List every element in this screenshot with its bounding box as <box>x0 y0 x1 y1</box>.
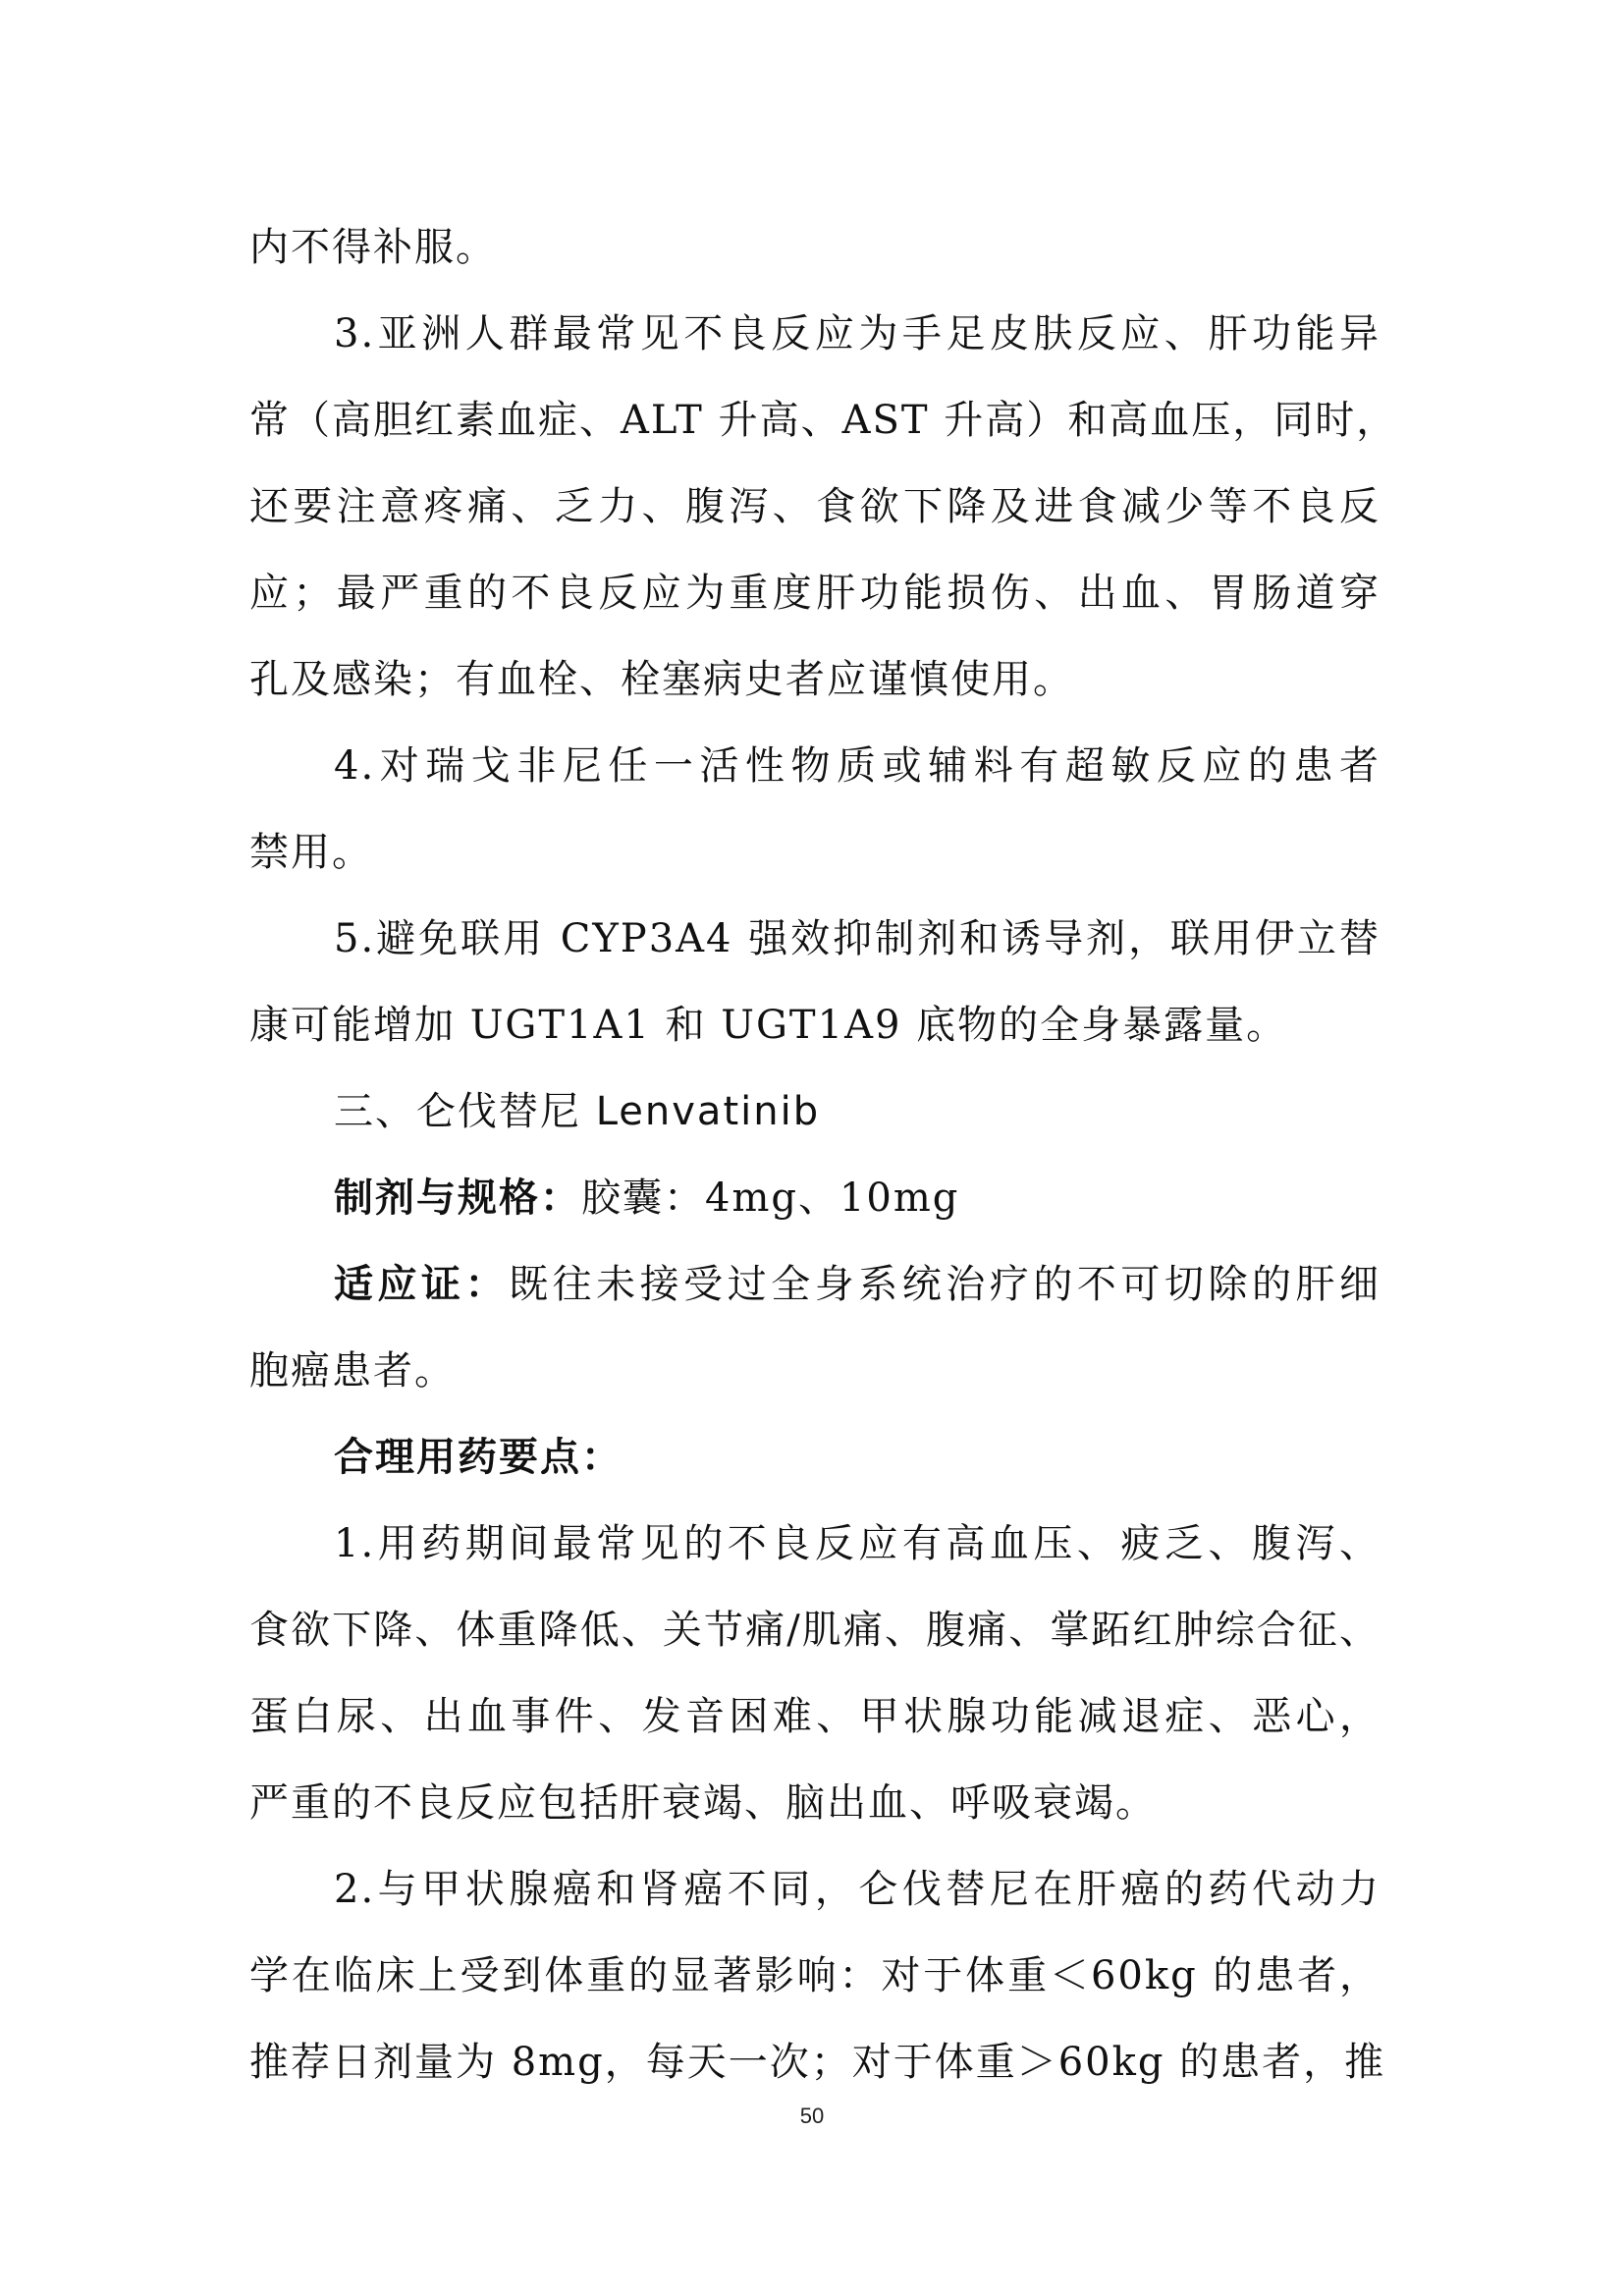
text-line: 胞癌患者。 <box>249 1348 456 1394</box>
text-line: 学在临床上受到体重的显著影响：对于体重＜60kg 的患者， <box>249 1953 1380 1998</box>
subheading: 合理用药要点： <box>334 1434 623 1480</box>
text-line: 康可能增加 UGT1A1 和 UGT1A9 底物的全身暴露量。 <box>249 1003 1288 1048</box>
text-line: 应；最严重的不良反应为重度肝功能损伤、出血、胃肠道穿 <box>249 571 1380 616</box>
text-line: 还要注意疼痛、乏力、腹泻、食欲下降及进食减少等不良反 <box>249 484 1380 529</box>
indication-line <box>249 1241 1380 1328</box>
formulation-line <box>249 1155 1380 1241</box>
text-line: 食欲下降、体重降低、关节痛/肌痛、腹痛、掌跖红肿综合征、 <box>249 1608 1380 1653</box>
text-line: 3.亚洲人群最常见不良反应为手足皮肤反应、肝功能异 <box>334 311 1380 356</box>
indication-label: 适应证： <box>334 1261 510 1307</box>
section-heading: 三、仑伐替尼 Lenvatinib <box>334 1089 821 1134</box>
text-line: 推荐日剂量为 8mg，每天一次；对于体重＞60kg 的患者，推 <box>249 2040 1386 2085</box>
text-line: 常（高胆红素血症、ALT 升高、AST 升高）和高血压，同时， <box>249 398 1398 443</box>
text-line: 2.与甲状腺癌和肾癌不同，仑伐替尼在肝癌的药代动力 <box>334 1867 1380 1912</box>
page-number: 50 <box>799 2104 825 2128</box>
text-line: 4.对瑞戈非尼任一活性物质或辅料有超敏反应的患者 <box>334 743 1380 789</box>
text-line: 蛋白尿、出血事件、发音困难、甲状腺功能减退症、恶心， <box>249 1694 1380 1739</box>
text-line: 孔及感染；有血栓、栓塞病史者应谨慎使用。 <box>249 657 1074 702</box>
text-line: 禁用。 <box>249 830 373 875</box>
text-line: 5.避免联用 CYP3A4 强效抑制剂和诱导剂，联用伊立替 <box>334 916 1380 961</box>
formulation-label: 制剂与规格： <box>334 1175 581 1221</box>
text-line: 严重的不良反应包括肝衰竭、脑出血、呼吸衰竭。 <box>249 1780 1157 1826</box>
text-line: 1.用药期间最常见的不良反应有高血压、疲乏、腹泻、 <box>334 1521 1380 1566</box>
document-body <box>249 204 1398 2105</box>
text-line: 内不得补服。 <box>249 225 497 270</box>
indication-text: 既往未接受过全身系统治疗的不可切除的肝细 <box>509 1262 1381 1307</box>
formulation-text: 胶囊：4mg、10mg <box>581 1175 960 1221</box>
